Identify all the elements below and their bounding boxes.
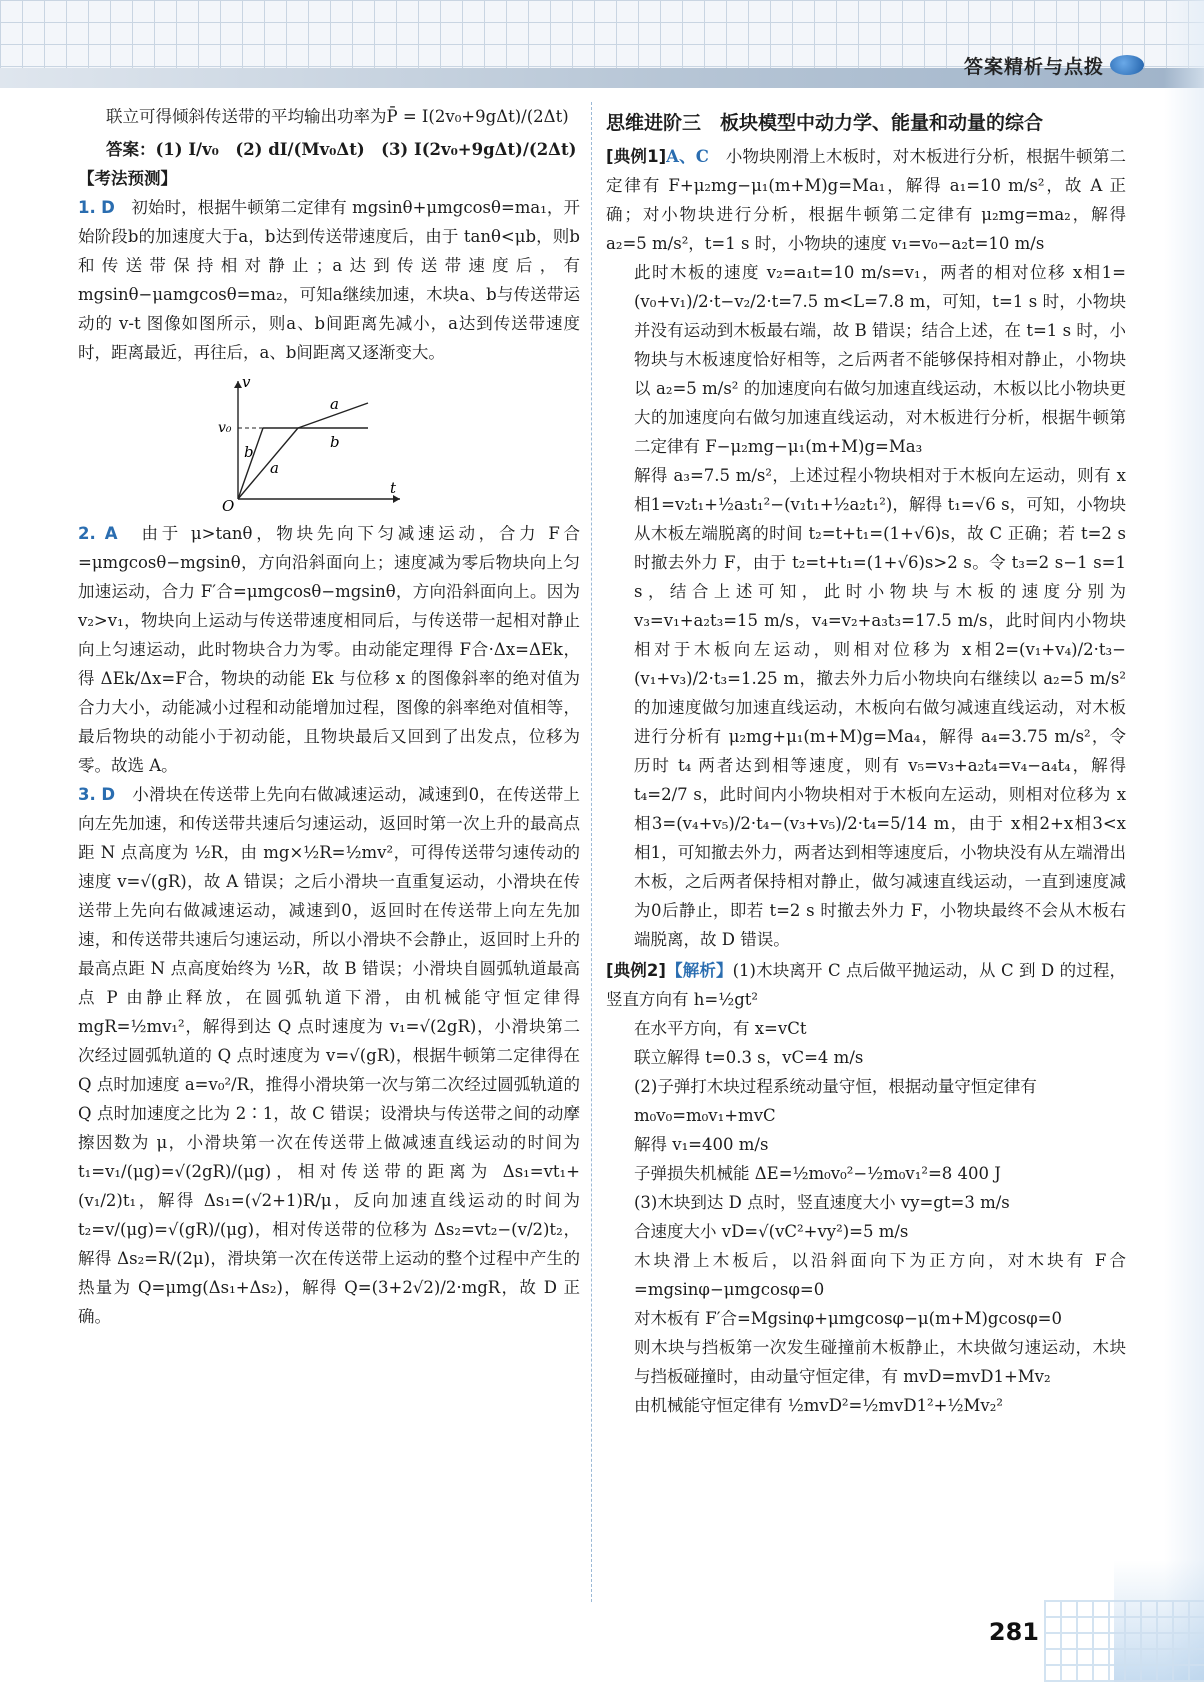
left-column [78,102,580,1331]
label-b-lower: b [330,433,340,451]
ex1-para-3: 解得 a₃=7.5 m/s²，上述过程小物块相对于木板向左运动，则有 x相1=v₂t₁+½a₃t₁²−(v₁t₁+½a₂t₁²)，解得 t₁=√6 s，可知，小物块从木板左端脱离的时间 t₂=t+t₁=(1+√6)s，故 C 正确；若 t=2 s 时撤去外力 F，由于 t₂=t+t₁=(1+√6)s>2 s。令 t₃=2 s−1 s=1 s，结合上述可知，此时小物块与木板的速度分别为 v₃=v₁+a₂t₃=15 m/s，v₄=v₂+a₃t₃=17.5 m/s，此时间内小物块相对于木板向左运动，则相对位移为 x相2=(v₁+v₄)/2·t₃−(v₁+v₃)/2·t₃=1.25 m，撤去外力后小物块向右继续以 a₂=5 m/s² 的加速度做匀加速直线运动，木板向右做匀减速直线运动，对木板进行分析有 μ₂mg+μ₁(m+M)g=Ma₄，解得 a₄=3.75 m/s²，令历时 t₄ 两者达到相等速度，则有 v₅=v₃+a₂t₄=v₄−a₄t₄，解得 t₄=2/7 s，此时间内小物块相对于木板向左运动，则相对位移为 x相3=(v₄+v₅)/2·t₄−(v₃+v₅)/2·t₄=5/14 m，由于 x相2+x相3<x相1，可知撤去外力，两者达到相等速度后，小物块没有从左端滑出木板，之后两者保持相对静止，做匀减速直线运动，一直到速度减为0后静止，即若 t=2 s 时撤去外力 F，小物块最终不会从木板右端脱离，故 D 错误。 [634,466,1126,949]
label-a-upper: a [330,395,339,413]
line-b-first [238,428,263,499]
ex2-line: 由机械能守恒定律有 ½mvD²=½mvD1²+½Mv₂² [634,1396,1003,1415]
ex2-line: 木块滑上木板后，以沿斜面向下为正方向，对木块有 F合=mgsinφ−μmgcosφ=0 [634,1251,1126,1299]
section-heading-predict: 【考法预测】 [78,169,177,188]
ex2-line: 子弹损失机械能 ΔE=½m₀v₀²−½m₀v₁²=8 400 J [634,1164,1001,1183]
t-axis-label: t [390,479,397,497]
ex2-line: (2)子弹打木块过程系统动量守恒，根据动量守恒定律有 [634,1077,1037,1096]
q1-number: 1. [78,198,96,217]
origin-label: O [222,497,235,513]
ex2-line: m₀v₀=m₀v₁+mvC [634,1106,776,1125]
header-logo-icon [1110,55,1144,75]
q3-answer: D [101,785,116,804]
ex2-tag: 【解析】 [665,961,733,980]
q3-text: 小滑块在传送带上先向右做减速运动，减速到0，在传送带上向左先加速，和传送带共速后匀速运动，返回时第一次上升的最高点距 N 点高度为 ½R，由 mg×½R=½mv²，可得传送带匀速传动的速度 v=√(gR)，故 A 错误；之后小滑块一直重复运动，小滑块在传送带上先向右做减速运动，减速到0，返回时在传送带上向左先加速，和传送带共速后匀速运动，所以小滑块不会静止，返回时上升的最高点距 N 点高度始终为 ½R，故 B 错误；小滑块自圆弧轨道最高点 P 由静止释放，在圆弧轨道下滑，由机械能守恒定律得 mgR=½mv₁²，解得到达 Q 点时速度为 v₁=√(2gR)，小滑块第二次经过圆弧轨道的 Q 点时速度为 v=√(gR)，根据牛顿第二定律得在 Q 点时加速度 a=v₀²/R，推得小滑块第一次与第二次经过圆弧轨道的 Q 点时加速度之比为 2∶1，故 C 错误；设滑块与传送带之间的动摩擦因数为 μ，小滑块第一次在传送带上做减速直线运动的时间为 t₁=v₁/(μg)=√(2gR)/(μg)，相对传送带的距离为 Δs₁=vt₁+(v₁/2)t₁，解得 Δs₁=(√2+1)R/μ，反向加速直线运动的时间为 t₂=v/(μg)=√(gR)/(μg)，相对传送带的位移为 Δs₂=vt₂−(v/2)t₂，解得 Δs₂=R/(2μ)，滑块第一次在传送带上运动的整个过程中产生的热量为 Q=μmg(Δs₁+Δs₂)，解得 Q=(3+2√2)/2·mgR，故 D 正确。 [78,785,581,1326]
q2-text: 由于 μ>tanθ，物块先向下匀减速运动，合力 F合=μmgcosθ−mgsinθ，方向沿斜面向上；速度减为零后物块向上匀加速运动，合力 F′合=μmgcosθ−mgsinθ，方向沿斜面向上。因为 v₂>v₁，物块向上运动与传送带速度相同后，与传送带一起相对静止向上匀速运动，此时物块合力为零。由动能定理得 F合·Δx=ΔEk，得 ΔEk/Δx=F合，物块的动能 Ek 与位移 x 的图像斜率的绝对值为合力大小，动能减小过程和动能增加过程，图像的斜率绝对值相等，最后物块的动能小于初动能，且物块最后又回到了出发点，位移为零。故选 A。 [78,524,581,775]
label-a-left: a [270,459,279,477]
ex2-line: 则木块与挡板第一次发生碰撞前木板静止，木块做匀速运动，木块与挡板碰撞时，由动量守恒定律，有 mvD=mvD1+Mv₂ [634,1338,1126,1386]
header-title: 答案精析与点拨 [963,56,1104,78]
ex2-line: 在水平方向，有 x=vCt [634,1019,807,1038]
ex1-label: [典例1] [606,147,667,166]
label-b-left: b [244,443,254,461]
column-divider [591,102,592,1602]
ex2-line: 解得 v₁=400 m/s [634,1135,769,1154]
ex2-line: (3)木块到达 D 点时，竖直速度大小 vy=gt=3 m/s [634,1193,1010,1212]
corner-grid [1044,1600,1204,1682]
ex2-label: [典例2] [606,961,666,980]
intro-line: 联立可得倾斜传送带的平均输出功率为P̄ = I(2v₀+9gΔt)/(2Δt) [106,107,569,126]
vt-graph [218,373,408,513]
q1-text: 初始时，根据牛顿第二定律有 mgsinθ+μmgcosθ=ma₁，开始阶段b的加速度大于a，b达到传送带速度后，由于 tanθ<μb，则b和传送带保持相对静止；a达到传送带速度后，有 mgsinθ−μamgcosθ=ma₂，可知a继续加速，木块a、b与传送带运动的 v-t 图像如图所示，则a、b间距离先减小，a达到传送带速度时，距离最近，再往后，a、b间距离又逐渐变大。 [78,198,580,362]
answer-line: 答案：(1) I/v₀ (2) dI/(Mv₀Δt) (3) I(2v₀+9gΔt)/(2Δt) [106,140,577,159]
page-edge-shade [1164,0,1204,1682]
question-3 [78,780,580,1331]
q2-answer: A [104,524,118,543]
ex1-para-2: 此时木板的速度 v₂=a₁t=10 m/s=v₁，两者的相对位移 x相1=(v₀+v₁)/2·t−v₂/2·t=7.5 m<L=7.8 m，可知，t=1 s 时，小物块并没有运动到木板最右端，故 B 错误；结合上述，在 t=1 s 时，小物块与木板速度恰好相等，之后两者不能够保持相对静止，小物块以 a₂=5 m/s² 的加速度向右做匀加速直线运动，木板以比小物块更大的加速度向右做匀加速直线运动，对木板进行分析，根据牛顿第二定律有 F−μ₂mg−μ₁(m+M)g=Ma₃ [634,263,1126,456]
q2-number: 2. [78,524,96,543]
ex2-line: 联立解得 t=0.3 s，vC=4 m/s [634,1048,864,1067]
section-title: 思维进阶三 板块模型中动力学、能量和动量的综合 [606,112,1044,134]
v0-label: v₀ [218,420,232,436]
ex1-answer: A、C [666,147,709,166]
ex1-para-1: 小物块刚滑上木板时，对木板进行分析，根据牛顿第二定律有 F+μ₂mg−μ₁(m+M)g=Ma₁，解得 a₁=10 m/s²，故 A 正确；对小物块进行分析，根据牛顿第二定律有 μ₂mg=ma₂，解得 a₂=5 m/s²，t=1 s 时，小物块的速度 v₁=v₀−a₂t=10 m/s [606,147,1127,253]
example-1 [606,142,1126,258]
line-a-first [238,428,298,499]
example-2 [606,956,1126,1014]
v-axis-arrow [234,381,242,388]
v-axis-label: v [242,373,251,391]
question-1 [78,193,580,367]
q1-answer: D [101,198,115,217]
right-column [606,102,1126,1420]
question-2 [78,519,580,780]
page-number: 281 [988,1618,1039,1646]
ex2-line: 对木板有 F′合=Mgsinφ+μmgcosφ−μ(m+M)gcosφ=0 [634,1309,1062,1328]
q3-number: 3. [78,785,96,804]
ex2-line-0: (1)木块离开 C 点后做平抛运动，从 C 到 D 的过程，竖直方向有 h=½gt² [606,961,1126,1009]
ex2-line: 合速度大小 vD=√(vC²+vy²)=5 m/s [634,1222,909,1241]
